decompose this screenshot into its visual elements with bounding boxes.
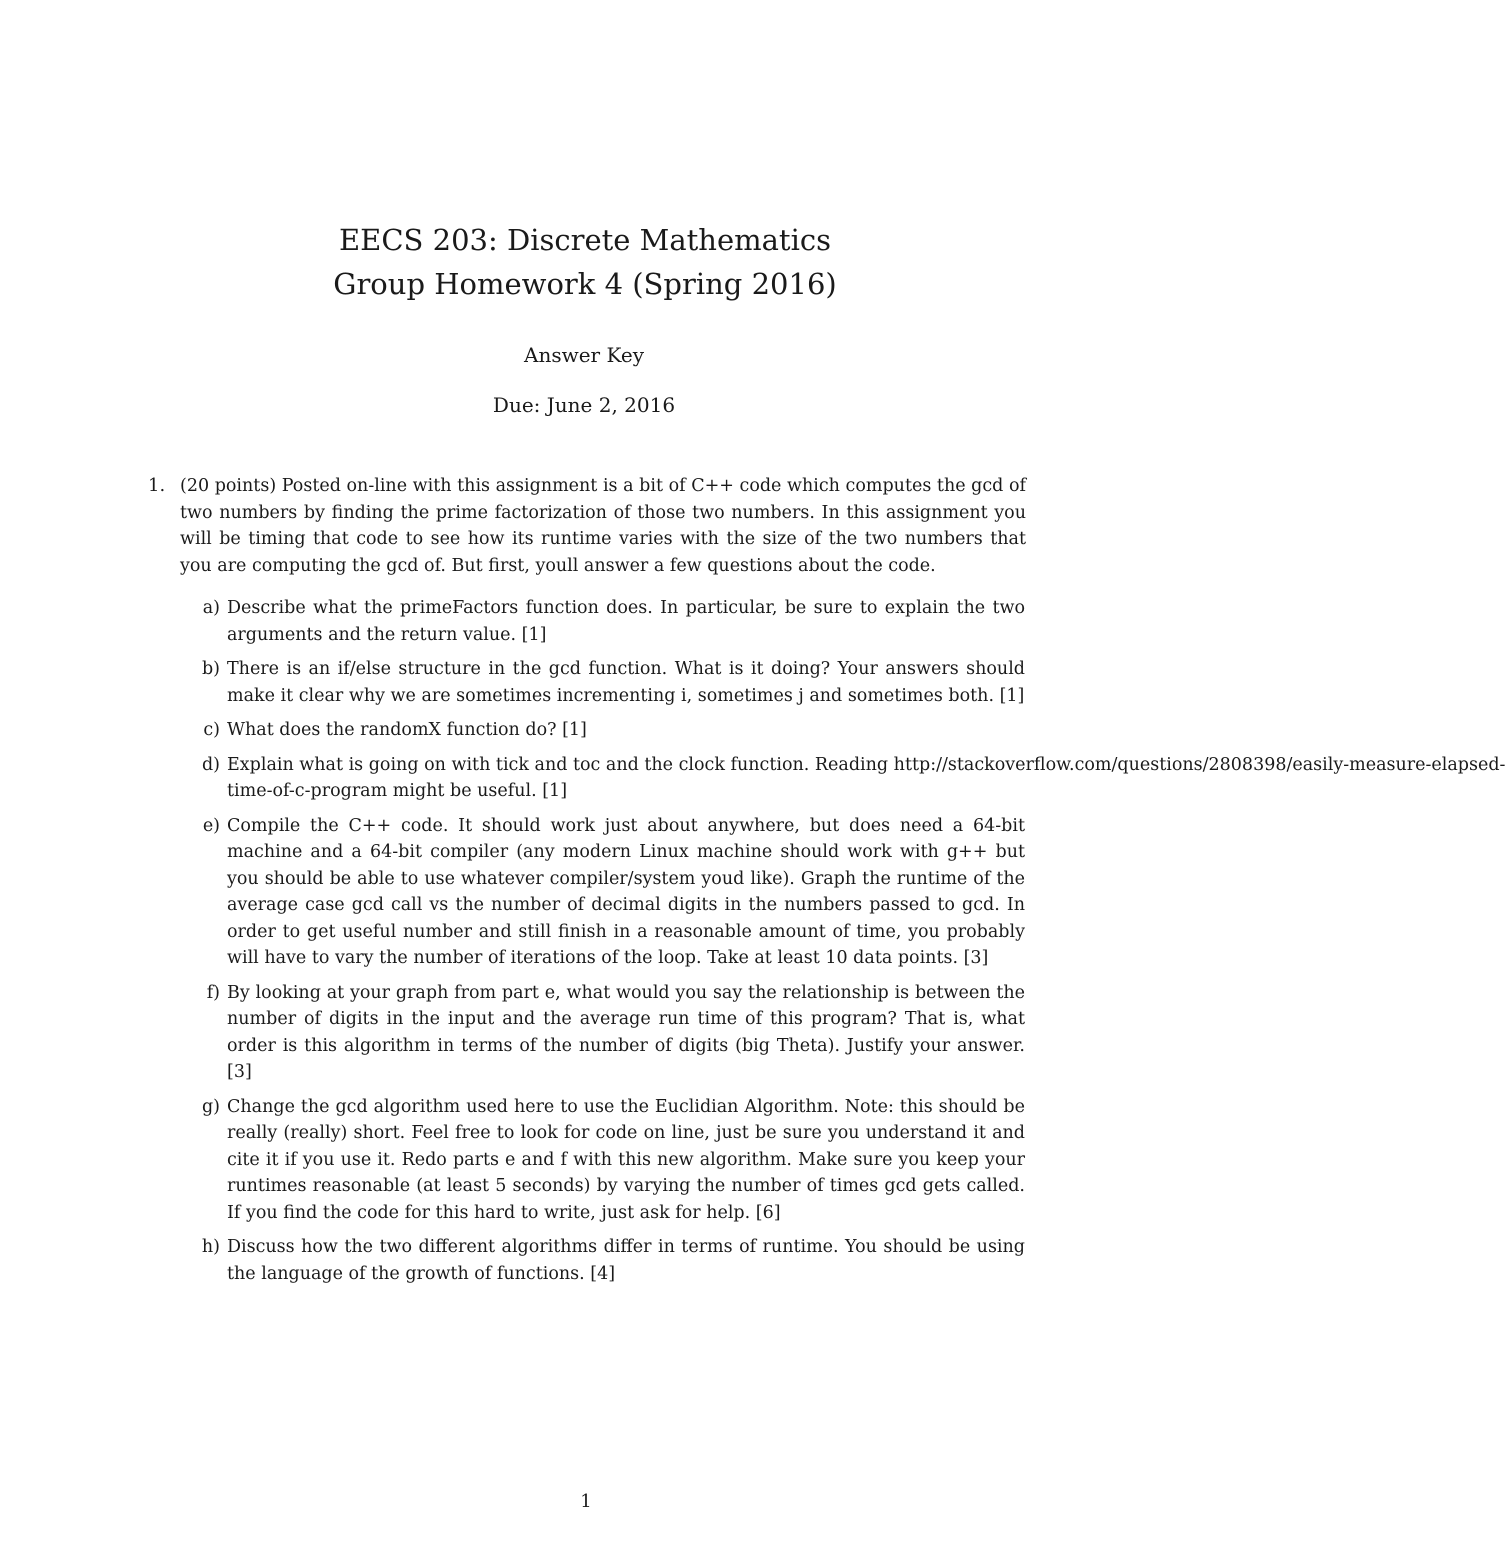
- part-c: [148, 717, 1048, 744]
- part-label: h): [201, 1237, 220, 1257]
- part-label: g): [201, 1096, 220, 1117]
- part-text: Compile the C++ code. It should work just about anywhere, but does need a 64-bit machine and a 64-bit compiler (any modern Linux machine should work with g++ but you should be able to use whatever compiler/system youd like). Graph the runtime of the average case gcd call vs the number of decimal digits in the numbers passed to gcd. In order to get useful number and still finish in a reasonable amount of time, you probably will have to vary the number of iterations of the loop. Take at least 10 data points. [3]: [227, 815, 1025, 968]
- part-label: c): [203, 720, 220, 740]
- part-d-line-2: time-of-c-program might be useful. [1]: [227, 781, 568, 801]
- part-text: Change the gcd algorithm used here to use the Euclidian Algorithm. Note: this should be really (really) short. Feel free to look for code on line, just be sure you understand it and cite it if you use it. Redo parts e and f with this new algorithm. Make sure you keep your runtimes reasonable (at least 5 seconds) by varying the number of times gcd gets called. If you find the code for this hard to write, just ask for help. [6]: [227, 1096, 1025, 1223]
- part-label: e): [202, 815, 220, 836]
- homework-title: Group Homework 4 (Spring 2016): [333, 267, 837, 301]
- document-title: [0, 218, 1170, 306]
- due-date: Due: June 2, 2016: [492, 393, 676, 417]
- problem-parts-list: [148, 595, 1505, 1287]
- part-text: What does the randomX function do? [1]: [227, 720, 587, 740]
- part-e: [148, 813, 1048, 972]
- part-text: There is an if/else structure in the gcd function. What is it doing? Your answers should make it clear why we are sometimes incrementing i, sometimes j and sometimes both. [1]: [227, 659, 1025, 706]
- part-d-line-1: Explain what is going on with tick and toc and the clock function. Reading http://stackoverflow.com/questions/2808398/easily-measure-elapsed-: [227, 754, 1505, 775]
- part-text: [227, 752, 1505, 805]
- page-number: 1: [580, 1491, 592, 1512]
- part-a: [148, 595, 1048, 648]
- course-title: EECS 203: Discrete Mathematics: [339, 223, 831, 257]
- part-h: [148, 1234, 1048, 1287]
- part-label: b): [201, 659, 220, 679]
- part-b: [148, 656, 1048, 709]
- part-label: d): [201, 754, 220, 775]
- part-g: [148, 1094, 1048, 1227]
- problem-1: [148, 473, 1505, 1295]
- problem-intro: (20 points) Posted on-line with this assignment is a bit of C++ code which computes the gcd of two numbers by finding the prime factorization of those two numbers. In this assignment you will be timing that code to see how its runtime varies with the size of the two numbers that you are computing the gcd of. But first, youll answer a few questions about the code.: [180, 476, 1026, 576]
- part-label: a): [202, 598, 220, 618]
- part-text: By looking at your graph from part e, what would you say the relationship is between the number of digits in the input and the average run time of this program? That is, what order is this algorithm in terms of the number of digits (big Theta). Justify your answer. [3]: [227, 982, 1025, 1082]
- problem-number: 1.: [148, 475, 166, 496]
- part-text: Describe what the primeFactors function does. In particular, be sure to explain the two arguments and the return value. [1]: [227, 598, 1025, 645]
- part-d: [148, 752, 1505, 805]
- part-f: [148, 980, 1048, 1086]
- part-label: f): [206, 982, 220, 1003]
- answer-key-label: Answer Key: [524, 343, 644, 367]
- part-text: Discuss how the two different algorithms differ in terms of runtime. You should be using the language of the growth of functions. [4]: [227, 1237, 1025, 1284]
